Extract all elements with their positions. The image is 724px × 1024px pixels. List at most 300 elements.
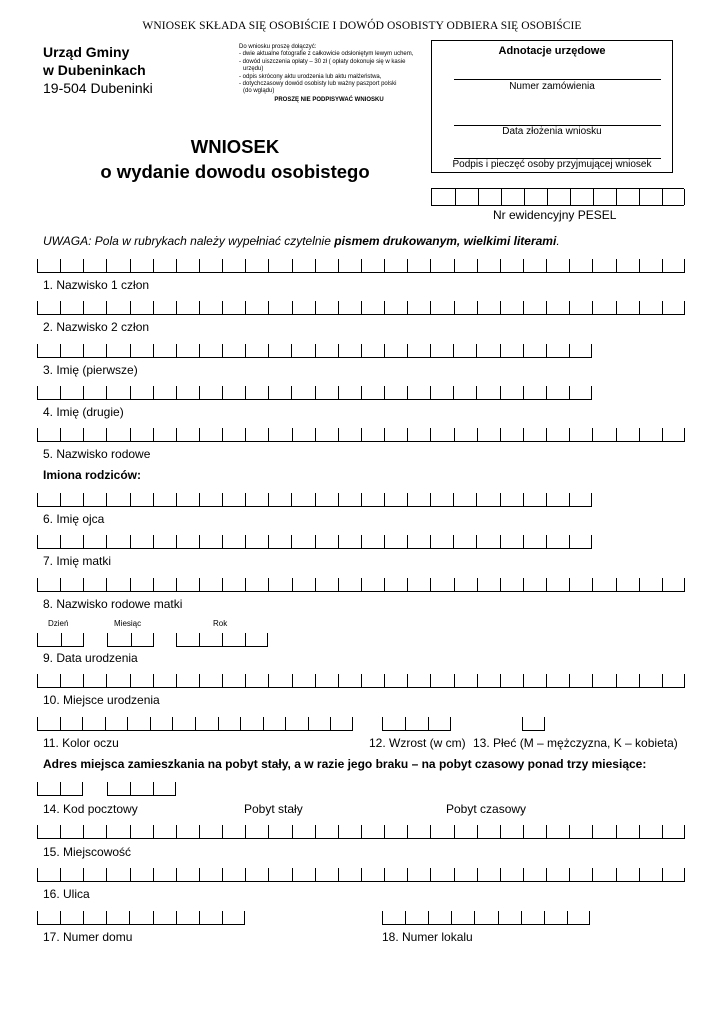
cell-divider xyxy=(292,825,293,838)
cell-divider xyxy=(263,717,264,730)
cell-divider xyxy=(37,674,38,687)
cell-divider xyxy=(315,344,316,357)
cell-divider xyxy=(498,911,499,924)
cell-divider xyxy=(592,259,593,272)
cell-divider xyxy=(476,493,477,506)
cell-divider xyxy=(292,674,293,687)
cell-divider xyxy=(361,868,362,881)
cell-divider xyxy=(430,428,431,441)
cell-divider xyxy=(37,911,38,924)
title-line-1: WNIOSEK xyxy=(190,136,280,157)
cell-divider xyxy=(222,825,223,838)
temporary-residence-label[interactable]: Pobyt czasowy xyxy=(446,802,527,816)
cell-divider xyxy=(592,301,593,314)
cell-divider xyxy=(245,344,246,357)
cell-divider xyxy=(569,535,570,548)
cell-divider xyxy=(60,825,61,838)
first-name-input[interactable] xyxy=(37,341,592,358)
cell-divider xyxy=(315,301,316,314)
parents-header: Imiona rodziców: xyxy=(43,468,142,482)
cell-divider xyxy=(407,825,408,838)
birth-place-input[interactable] xyxy=(37,671,685,688)
office-locality: w Dubeninkach xyxy=(43,62,146,78)
cell-divider xyxy=(315,259,316,272)
cell-divider xyxy=(662,578,663,591)
cell-divider xyxy=(523,868,524,881)
cell-divider xyxy=(106,825,107,838)
cell-divider xyxy=(684,259,685,272)
cell-divider xyxy=(522,717,523,730)
cell-divider xyxy=(83,428,84,441)
cell-divider xyxy=(500,535,501,548)
cell-divider xyxy=(546,825,547,838)
birth-month-input[interactable] xyxy=(107,630,154,647)
cell-divider xyxy=(37,535,38,548)
cell-divider xyxy=(268,386,269,399)
cell-divider xyxy=(176,259,177,272)
cell-divider xyxy=(616,301,617,314)
cell-divider xyxy=(523,493,524,506)
cell-divider xyxy=(450,717,451,730)
cell-divider xyxy=(662,189,663,205)
cell-divider xyxy=(407,868,408,881)
birth-day-input[interactable] xyxy=(37,630,84,647)
cell-divider xyxy=(338,386,339,399)
cell-divider xyxy=(405,717,406,730)
cell-divider xyxy=(130,344,131,357)
cell-divider xyxy=(500,825,501,838)
cell-divider xyxy=(546,674,547,687)
cell-divider xyxy=(476,344,477,357)
cell-divider xyxy=(361,578,362,591)
cell-divider xyxy=(662,301,663,314)
cell-divider xyxy=(60,782,61,795)
cell-divider xyxy=(361,535,362,548)
cell-divider xyxy=(407,386,408,399)
cell-divider xyxy=(153,301,154,314)
attachments-item: urzędu) xyxy=(243,66,264,73)
cell-divider xyxy=(199,868,200,881)
cell-divider xyxy=(37,578,38,591)
cell-divider xyxy=(616,259,617,272)
house-number-label: 17. Numer domu xyxy=(43,930,133,944)
cell-divider xyxy=(153,535,154,548)
cell-divider xyxy=(569,428,570,441)
cell-divider xyxy=(153,674,154,687)
order-number-line[interactable] xyxy=(454,79,661,80)
cell-divider xyxy=(218,717,219,730)
apartment-number-label: 18. Numer lokalu xyxy=(382,930,473,944)
height-input[interactable] xyxy=(382,714,451,731)
birth-year-input[interactable] xyxy=(176,630,268,647)
cell-divider xyxy=(477,674,478,687)
cell-divider xyxy=(544,717,545,730)
birth-place-label: 10. Miejsce urodzenia xyxy=(43,693,160,707)
mother-family-name-label: 8. Nazwisko rodowe matki xyxy=(43,597,183,611)
cell-divider xyxy=(478,189,479,205)
cell-divider xyxy=(684,428,685,441)
cell-divider xyxy=(384,344,385,357)
cell-divider xyxy=(616,189,617,205)
cell-divider xyxy=(130,578,131,591)
attachments-item: (do wglądu) xyxy=(243,88,275,95)
cell-divider xyxy=(477,259,478,272)
cell-divider xyxy=(639,189,640,205)
cell-divider xyxy=(222,674,223,687)
cell-divider xyxy=(60,301,61,314)
cell-divider xyxy=(83,578,84,591)
cell-divider xyxy=(60,259,61,272)
cell-divider xyxy=(153,825,154,838)
cell-divider xyxy=(569,344,570,357)
cell-divider xyxy=(592,428,593,441)
order-number-label: Numer zamówienia xyxy=(509,81,595,92)
cell-divider xyxy=(430,535,431,548)
cell-divider xyxy=(292,428,293,441)
cell-divider xyxy=(245,301,246,314)
mother-name-input[interactable] xyxy=(37,532,592,549)
cell-divider xyxy=(106,386,107,399)
cell-divider xyxy=(523,535,524,548)
cell-divider xyxy=(544,911,545,924)
cell-divider xyxy=(477,428,478,441)
cell-divider xyxy=(592,674,593,687)
cell-divider xyxy=(407,578,408,591)
cell-divider xyxy=(106,259,107,272)
cell-divider xyxy=(106,578,107,591)
cell-divider xyxy=(315,493,316,506)
cell-divider xyxy=(639,428,640,441)
surname1-input[interactable] xyxy=(37,256,685,273)
pesel-input[interactable] xyxy=(431,188,684,206)
cell-divider xyxy=(500,344,501,357)
instruction-emphasis: pismem drukowanym, wielkimi literami xyxy=(334,234,557,248)
cell-divider xyxy=(60,674,61,687)
cell-divider xyxy=(361,386,362,399)
mother-family-name-input[interactable] xyxy=(37,575,685,592)
cell-divider xyxy=(569,301,570,314)
cell-divider xyxy=(451,911,452,924)
cell-divider xyxy=(361,428,362,441)
cell-divider xyxy=(199,578,200,591)
cell-divider xyxy=(37,825,38,838)
cell-divider xyxy=(244,911,245,924)
instruction-suffix: . xyxy=(556,234,560,248)
cell-divider xyxy=(567,911,568,924)
cell-divider xyxy=(291,535,292,548)
cell-divider xyxy=(199,428,200,441)
street-input[interactable] xyxy=(37,865,685,882)
cell-divider xyxy=(130,868,131,881)
cell-divider xyxy=(569,868,570,881)
cell-divider xyxy=(338,674,339,687)
cell-divider xyxy=(176,633,177,646)
cell-divider xyxy=(245,868,246,881)
cell-divider xyxy=(61,633,62,646)
cell-divider xyxy=(384,259,385,272)
cell-divider xyxy=(569,386,570,399)
cell-divider xyxy=(60,578,61,591)
father-name-label: 6. Imię ojca xyxy=(43,512,105,526)
cell-divider xyxy=(384,493,385,506)
attachments-item: - dowód uiszczenia opłaty – 30 zł ( opłaty dokonuje się w kasie xyxy=(239,58,406,65)
family-name-label: 5. Nazwisko rodowe xyxy=(43,447,151,461)
cell-divider xyxy=(268,535,269,548)
cell-divider xyxy=(268,301,269,314)
pesel-label: Nr ewidencyjny PESEL xyxy=(493,208,617,222)
cell-divider xyxy=(245,428,246,441)
cell-divider xyxy=(130,301,131,314)
cell-divider xyxy=(361,825,362,838)
cell-divider xyxy=(245,674,246,687)
cell-divider xyxy=(500,493,501,506)
second-name-input[interactable] xyxy=(37,383,592,400)
sex-input[interactable] xyxy=(522,714,545,731)
surname1-label: 1. Nazwisko 1 człon xyxy=(43,278,150,292)
cell-divider xyxy=(222,301,223,314)
cell-divider xyxy=(477,578,478,591)
father-name-input[interactable] xyxy=(37,490,592,507)
cell-divider xyxy=(616,868,617,881)
cell-divider xyxy=(82,782,83,795)
cell-divider xyxy=(37,717,38,730)
cell-divider xyxy=(285,717,286,730)
cell-divider xyxy=(83,674,84,687)
cell-divider xyxy=(60,386,61,399)
cell-divider xyxy=(83,911,84,924)
cell-divider xyxy=(150,717,151,730)
cell-divider xyxy=(430,868,431,881)
cell-divider xyxy=(338,344,339,357)
cell-divider xyxy=(176,493,177,506)
cell-divider xyxy=(199,259,200,272)
cell-divider xyxy=(268,825,269,838)
cell-divider xyxy=(199,825,200,838)
cell-divider xyxy=(338,535,339,548)
cell-divider xyxy=(127,717,128,730)
cell-divider xyxy=(130,386,131,399)
cell-divider xyxy=(222,259,223,272)
cell-divider xyxy=(352,717,353,730)
cell-divider xyxy=(523,386,524,399)
cell-divider xyxy=(106,428,107,441)
cell-divider xyxy=(222,493,223,506)
cell-divider xyxy=(382,911,383,924)
cell-divider xyxy=(546,301,547,314)
cell-divider xyxy=(268,428,269,441)
cell-divider xyxy=(639,868,640,881)
signature-label: Podpis i pieczęć osoby przyjmującej wniosek xyxy=(452,159,652,170)
eye-color-input[interactable] xyxy=(37,714,353,731)
title-line-2: o wydanie dowodu osobistego xyxy=(100,161,370,182)
cell-divider xyxy=(83,535,84,548)
cell-divider xyxy=(453,344,454,357)
cell-divider xyxy=(338,259,339,272)
cell-divider xyxy=(199,911,200,924)
cell-divider xyxy=(130,259,131,272)
cell-divider xyxy=(407,344,408,357)
cell-divider xyxy=(83,301,84,314)
cell-divider xyxy=(83,259,84,272)
cell-divider xyxy=(106,493,107,506)
cell-divider xyxy=(60,493,61,506)
cell-divider xyxy=(176,674,177,687)
cell-divider xyxy=(570,189,571,205)
cell-divider xyxy=(500,674,501,687)
month-label: Miesiąc xyxy=(114,619,142,628)
cell-divider xyxy=(106,911,107,924)
cell-divider xyxy=(153,428,154,441)
cell-divider xyxy=(176,868,177,881)
cell-divider xyxy=(455,189,456,205)
attachments-item: - dotychczasowy dowód osobisty lub ważny paszport polski xyxy=(239,81,397,88)
cell-divider xyxy=(107,633,108,646)
cell-divider xyxy=(315,535,316,548)
cell-divider xyxy=(453,493,454,506)
cell-divider xyxy=(106,535,107,548)
cell-divider xyxy=(546,578,547,591)
postal-code-part1-input[interactable] xyxy=(37,779,83,796)
top-notice: WNIOSEK SKŁADA SIĘ OSOBIŚCIE I DOWÓD OSOBISTY ODBIERA SIĘ OSOBIŚCIE xyxy=(142,20,582,32)
cell-divider xyxy=(430,825,431,838)
surname2-input[interactable] xyxy=(37,298,685,315)
cell-divider xyxy=(222,344,223,357)
cell-divider xyxy=(477,825,478,838)
cell-divider xyxy=(591,535,592,548)
cell-divider xyxy=(684,578,685,591)
cell-divider xyxy=(523,301,524,314)
cell-divider xyxy=(106,301,107,314)
cell-divider xyxy=(83,493,84,506)
cell-divider xyxy=(639,259,640,272)
cell-divider xyxy=(130,493,131,506)
cell-divider xyxy=(430,386,431,399)
attachments-item: - odpis skrócony aktu urodzenia lub aktu małżeństwa, xyxy=(239,73,382,80)
city-input[interactable] xyxy=(37,822,685,839)
cell-divider xyxy=(428,911,429,924)
postal-code-label: 14. Kod pocztowy xyxy=(43,802,138,816)
cell-divider xyxy=(37,344,38,357)
cell-divider xyxy=(153,386,154,399)
year-label: Rok xyxy=(213,619,228,628)
cell-divider xyxy=(106,868,107,881)
cell-divider xyxy=(407,535,408,548)
cell-divider xyxy=(105,717,106,730)
cell-divider xyxy=(153,259,154,272)
cell-divider xyxy=(199,301,200,314)
cell-divider xyxy=(240,717,241,730)
cell-divider xyxy=(407,493,408,506)
cell-divider xyxy=(315,825,316,838)
cell-divider xyxy=(291,493,292,506)
cell-divider xyxy=(546,344,547,357)
cell-divider xyxy=(589,911,590,924)
first-name-label: 3. Imię (pierwsze) xyxy=(43,363,138,377)
cell-divider xyxy=(384,428,385,441)
cell-divider xyxy=(330,717,331,730)
cell-divider xyxy=(523,578,524,591)
cell-divider xyxy=(130,782,131,795)
cell-divider xyxy=(546,428,547,441)
cell-divider xyxy=(176,386,177,399)
cell-divider xyxy=(384,578,385,591)
cell-divider xyxy=(60,717,61,730)
cell-divider xyxy=(37,428,38,441)
house-number-input[interactable] xyxy=(37,908,245,925)
postal-code-part2-input[interactable] xyxy=(107,779,176,796)
cell-divider xyxy=(153,344,154,357)
cell-divider xyxy=(639,578,640,591)
cell-divider xyxy=(454,259,455,272)
cell-divider xyxy=(546,535,547,548)
family-name-input[interactable] xyxy=(37,425,685,442)
cell-divider xyxy=(338,428,339,441)
cell-divider xyxy=(291,386,292,399)
sex-label: 13. Płeć (M – mężczyzna, K – kobieta) xyxy=(473,736,678,750)
permanent-residence-label[interactable]: Pobyt stały xyxy=(244,802,303,816)
cell-divider xyxy=(474,911,475,924)
cell-divider xyxy=(315,386,316,399)
cell-divider xyxy=(476,386,477,399)
cell-divider xyxy=(639,301,640,314)
cell-divider xyxy=(662,674,663,687)
cell-divider xyxy=(361,344,362,357)
cell-divider xyxy=(199,633,200,646)
cell-divider xyxy=(384,386,385,399)
eye-color-label: 11. Kolor oczu xyxy=(43,736,119,750)
submission-date-label: Data złożenia wniosku xyxy=(502,126,602,137)
cell-divider xyxy=(405,911,406,924)
cell-divider xyxy=(268,868,269,881)
cell-divider xyxy=(361,493,362,506)
cell-divider xyxy=(430,493,431,506)
surname2-label: 2. Nazwisko 2 człon xyxy=(43,320,150,334)
cell-divider xyxy=(292,259,293,272)
cell-divider xyxy=(501,189,502,205)
cell-divider xyxy=(222,428,223,441)
apartment-number-input[interactable] xyxy=(382,908,590,925)
cell-divider xyxy=(523,428,524,441)
cell-divider xyxy=(37,493,38,506)
cell-divider xyxy=(338,301,339,314)
cell-divider xyxy=(292,868,293,881)
cell-divider xyxy=(315,428,316,441)
cell-divider xyxy=(684,189,685,205)
cell-divider xyxy=(477,301,478,314)
cell-divider xyxy=(523,344,524,357)
cell-divider xyxy=(430,578,431,591)
cell-divider xyxy=(591,344,592,357)
cell-divider xyxy=(199,493,200,506)
cell-divider xyxy=(268,259,269,272)
cell-divider xyxy=(684,674,685,687)
cell-divider xyxy=(153,868,154,881)
cell-divider xyxy=(616,578,617,591)
cell-divider xyxy=(106,344,107,357)
cell-divider xyxy=(569,493,570,506)
cell-divider xyxy=(245,259,246,272)
cell-divider xyxy=(338,868,339,881)
cell-divider xyxy=(338,578,339,591)
cell-divider xyxy=(153,578,154,591)
cell-divider xyxy=(546,493,547,506)
mother-name-label: 7. Imię matki xyxy=(43,554,112,568)
cell-divider xyxy=(245,386,246,399)
cell-divider xyxy=(199,386,200,399)
cell-divider xyxy=(430,344,431,357)
cell-divider xyxy=(407,259,408,272)
cell-divider xyxy=(83,386,84,399)
